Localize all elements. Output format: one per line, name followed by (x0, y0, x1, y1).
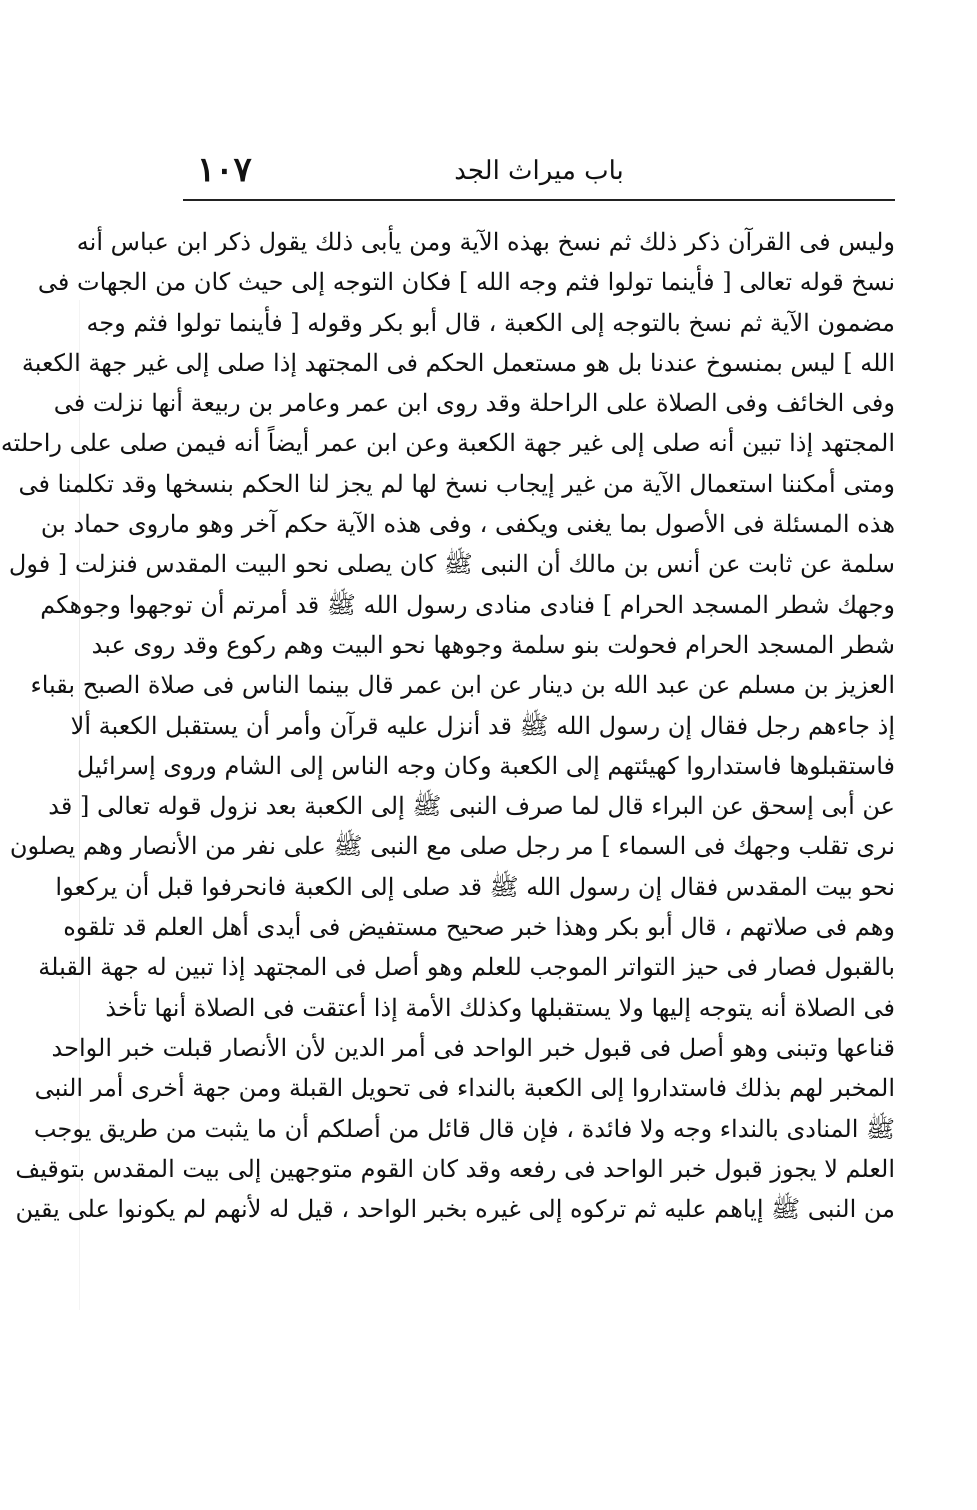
text-line: نرى تقلب وجهك فى السماء ] مر رجل صلى مع النبى ﷺ على نفر من الأنصار وهم يصلون (9, 832, 895, 861)
body-text (0, 222, 895, 1229)
text-line: من النبى ﷺ إياهم عليه ثم تركوه إلى غيره بخبر الواحد ، قيل له لأنهم لم يكونوا على يقين (15, 1195, 895, 1224)
text-line: فى الصلاة أنه يتوجه إليها ولا يستقبلها وكذلك الأمة إذا أعتقت فى الصلاة أنها تأخذ (105, 993, 895, 1022)
text-line: عن أبى إسحق عن البراء قال لما صرف النبى ﷺ إلى الكعبة بعد نزول قوله تعالى [ قد (48, 792, 895, 821)
text-line: الله ] ليس بمنسوخ عندنا بل هو مستعمل الحكم فى المجتهد إذا صلى إلى غير جهة الكعبة (21, 348, 895, 377)
text-line: فاستقبلوها فاستداروا كهيئتهم إلى الكعبة وكان وجه الناس إلى الشام وروى إسرائيل (76, 751, 895, 780)
text-line: العلم لا يجوز قبول خبر الواحد فى رفعه وقد كان القوم متوجهين إلى بيت المقدس بتوقيف (15, 1154, 895, 1183)
text-line: وهم فى صلاتهم ، قال أبو بكر وهذا خبر صحيح مستفيض فى أيدى أهل العلم قد تلقوه (63, 913, 895, 942)
text-line: بالقبول فصار فى حيز التواتر الموجب للعلم وهو أصل فى المجتهد إذا تبين له جهة القبلة (38, 953, 895, 982)
text-line: مضمون الآية ثم نسخ بالتوجه إلى الكعبة ، قال أبو بكر وقوله [ فأينما تولوا فثم وجه (86, 308, 895, 337)
text-line: هذه المسئلة فى الأصول بما يغنى ويكفى ، وفى هذه الآية حكم آخر وهو ماروى حماد بن (40, 510, 895, 539)
header-rule (183, 199, 895, 201)
text-line: قناعها وتبنى وهو أصل فى قبول خبر الواحد فى أمر الدين لأن الأنصار قبلت خبر الواحد (51, 1033, 895, 1062)
text-line: ﷺ المنادى بالنداء وجه ولا فائدة ، فإن قال قائل من أصلكم أن ما يثبت من طريق يوجب (33, 1114, 895, 1143)
text-line: وفى الخائف وفى الصلاة على الراحلة وقد روى ابن عمر وعامر بن ربيعة أنها نزلت فى (53, 389, 895, 418)
text-line: ومتى أمكننا استعمال الآية من غير إيجاب نسخ لها لم يجز لنا الحكم بنسخها وقد تكلمنا فى (18, 469, 895, 498)
text-line: إذ جاءهم رجل فقال إن رسول الله ﷺ قد أنزل عليه قرآن وأمر أن يستقبل الكعبة ألا (70, 711, 895, 740)
page-title: باب ميراث الجد (454, 156, 624, 186)
text-line: سلمة عن ثابت عن أنس بن مالك أن النبى ﷺ كان يصلى نحو البيت المقدس فنزلت [ فول (8, 550, 895, 579)
running-header (183, 150, 895, 196)
text-line: شطر المسجد الحرام فحولت بنو سلمة وجوهها نحو البيت وهم ركوع وقد روى عبد (91, 630, 895, 659)
text-line: العزيز بن مسلم عن عبد الله بن دينار عن ابن عمر قال بينما الناس فى صلاة الصبح بقباء (30, 671, 895, 700)
text-line: نسخ قوله تعالى [ فأينما تولوا فثم وجه الله ] فكان التوجه إلى حيث كان من الجهات فى (37, 268, 895, 297)
text-line: وليس فى القرآن ذكر ذلك ثم نسخ بهذه الآية ومن يأبى ذلك يقول ذكر ابن عباس أنه (76, 228, 895, 256)
text-line: المخبر لهم بذلك فاستداروا إلى الكعبة بالنداء فى تحويل القبلة ومن جهة أخرى أمر النبى (34, 1074, 895, 1103)
text-line: نحو بيت المقدس فقال إن رسول الله ﷺ قد صلى إلى الكعبة فانحرفوا قبل أن يركعوا (55, 872, 895, 901)
text-line: المجتهد إذا تبين أنه صلى إلى غير جهة الكعبة وعن ابن عمر أيضاً أنه فيمن صلى على راحلته (0, 429, 895, 458)
text-line: وجهك شطر المسجد الحرام ] فنادى منادى رسول الله ﷺ قد أمرتم أن توجهوا وجوهكم (40, 590, 895, 619)
page-number: ١٠٧ (197, 150, 252, 190)
